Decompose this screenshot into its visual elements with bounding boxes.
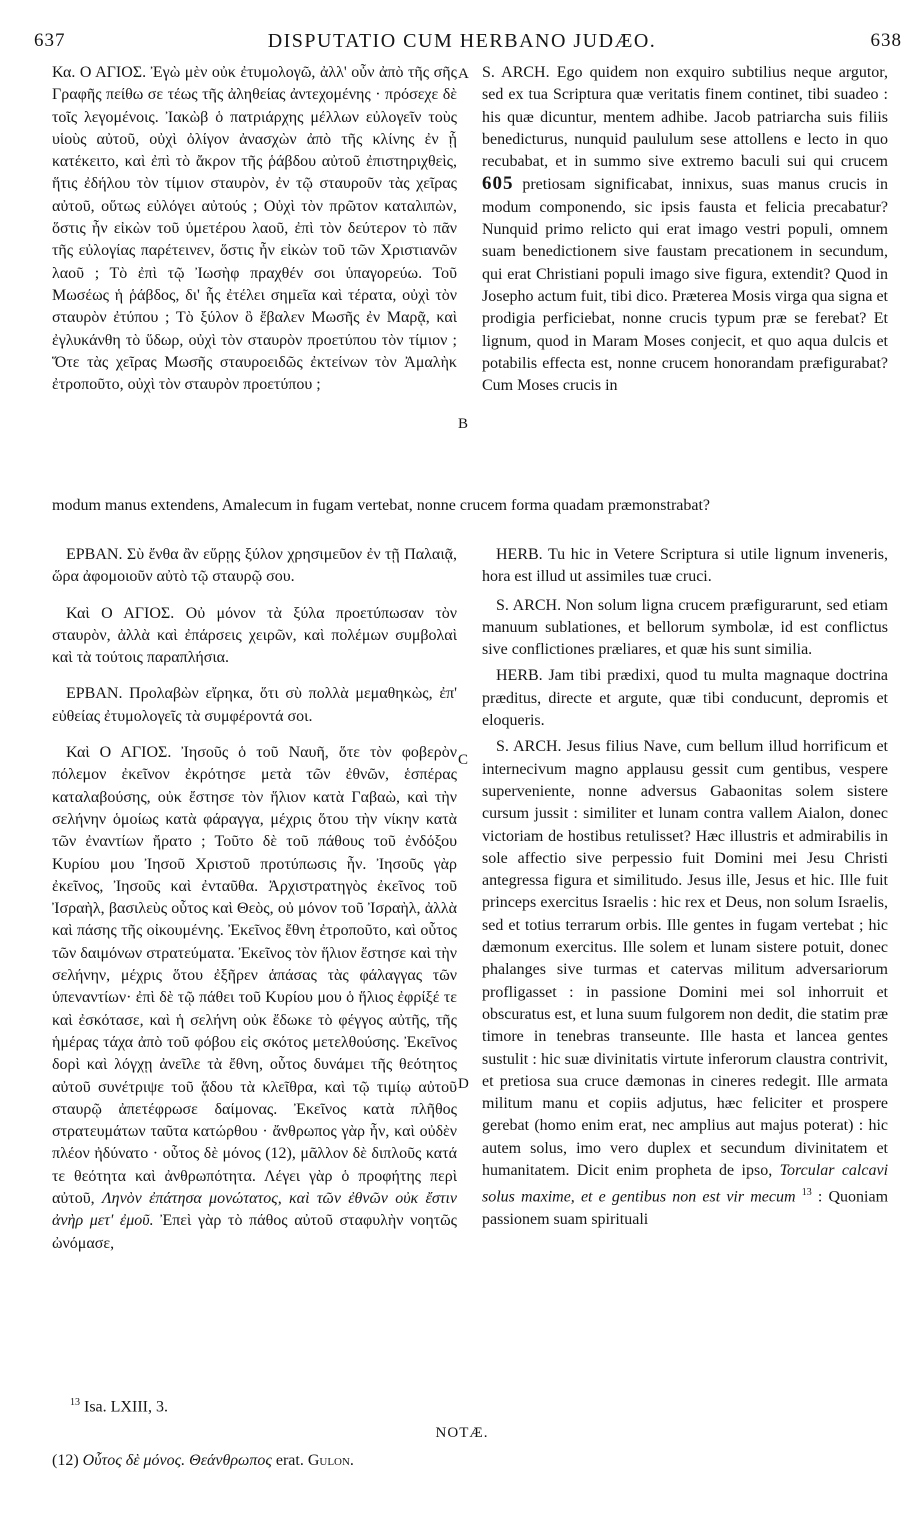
greek-paragraph-1: Κα. Ο ΑΓΙΟΣ. Ἐγὼ μὲν οὐκ ἐτυμολογῶ, ἀλλ' οὖν ἀπὸ τῆς σῆς Γραφῆς πείθω σε τέως τῆς ἀληθείας ἀντεχομένης · πρόσεχε δὲ τοῖς λεγομένοις. Ἰακὼβ ὁ πατριάρχης μέλλων εὐλογεῖν τοὺς υἱοὺς αὐτοῦ, οὐχὶ ὀλίγον ἀνασχὼν ἀπὸ τῆς κλίνης ἐν ᾗ κατέκειτο, καὶ ἐπὶ τὸ ἄκρον τῆς ῥάβδου αὐτοῦ ἐπιστηριχθεὶς, ἥτις ἐδήλου τὸν τίμιον σταυρὸν, ἐν τῷ σταυροῦν τὰς χεῖρας αὐτοῦ, οὕτως εὐλόγει αὐτούς ; Οὐχὶ τὸν πρῶτον καταλιπὼν, ὅστις ἦν εἰκὼν τοῦ ὑμετέρου λαοῦ, ἐπὶ τὸν δεύτερον τὸ πᾶν τῆς εὐλογίας παρέτεινεν, ὅστις ἦν εἰκὼν τοῦ τῶν Χριστιανῶν λαοῦ ; Τὸ ἐπὶ τῷ Ἰωσὴφ πραχθέν σοι ὑπαγορεύω. Τοῦ Μωσέως ἡ ῥάβδος, δι' ἧς ἐτέλει σημεῖα καὶ τέρατα, οὐχὶ τὸν σταυρὸν ἐτύπου ; Τὸ ξύλον ὃ ἔβαλεν Μωσῆς ἐν Μαρᾷ, καὶ ἐγλυκάνθη τὸ ὕδωρ, οὐχὶ τὸν σταυρὸν προετύπου τὸν τίμιον ; Ὅτε τὰς χεῖρας Μωσῆς σταυροειδῶς ἐκτείνων τὸν Ἀμαλὴκ ἐτροποῦτο, οὐχὶ τὸν σταυρὸν προετύπου ; (52, 64, 457, 394)
note-author: Gulon. (307, 1452, 354, 1469)
margin-letter-b: B (458, 416, 469, 432)
latin-paragraph-4: HERB. Jam tibi prædixi, quod tu multa magnaque doctrina præditus, directe et argute, quæ tibi conducunt, depromis et eloqueris. (482, 667, 888, 730)
latin-paragraph-5a: S. ARCH. Jesus filius Nave, cum bellum illud horrificum et internecivum magno applausu gessit cum gentibus, vespere superveniente, nonne adversus Gabaonitas solem sistere cursum jussit : similiter et lunam contra vallem Aialon, donec victoriam de hostibus retulisset? Hæc illustris et admirabilis in sole affectio sive perpessio fuit Domini mei Jesu Christi antegressa figura et similitudo. Jesus ille, Jesus et hic. Ille fuit princeps exercitus Israelis : hic rex et Deus, non solum Israelis, sed et totius terrarum orbis. Ille gentes in fugam vertebat ; hic dæmonum exercitus. Ille solem et lunam sistere potuit, donec phalanges sive turmas et catervas militum adversariorum profligasset : in passione Domini mei sol inhorruit et obscuratus est, et luna suum fulgorem non dedit, die statim præ timore in tenebras transeunte. Ille hasta et lancea gentes sustulit : hic suæ divinitatis virtute inferorum claustra contrivit, et pretiosa sua cruce dæmonas in cineres redegit. Ille armata militum manu et copiis adjutus, hæc feliciter et prospere gerebat (homo enim erat, nec amplius aut majus poterat) : hic autem solus, imo vero duplex et secundum divinitatem et humanitatem. Dicit enim propheta de ipso, (482, 738, 888, 1180)
latin-paragraph-1b: pretiosam significabat, innixus, suas manus crucis in modum componendo, sic ipsis fausta et felicia precabatur? Nunquid primo relicto qui erat imago vestri populi, omnem suam benedictionem sive faustam precationem in secundum, qui erat Christiani populi imago sive figura, extendit? Quod in Josepho actum fuit, tibi dico. Præterea Mosis virga qua signa et prodigia perficiebat, nonne crucis typum præ se ferebat? Et lignum, quod in Maram Moses conjecit, et quo aqua dulcis et potabilis effecta est, nonne crucem honorandam præfigurabat? Cum Moses crucis in (482, 176, 889, 395)
notae-heading: NOTÆ. (435, 1425, 489, 1441)
latin-paragraph-2: HERB. Tu hic in Vetere Scriptura si utile lignum inveneris, hora est illud ut assimiles tuæ cruci. (482, 546, 888, 586)
latin-paragraph-1a: S. ARCH. Ego quidem non exquiro subtilius neque argutor, sed ex tua Scriptura quæ veritatis finem continet, tibi suadeo : his quæ dicuntur, mentem adhibe. Jacob patriarcha suis filiis benedicturus, nunquid paululum sese attollens e lecto in quo recubabat, et in summo sive extremo baculi sui qui crucem (482, 64, 888, 171)
page-number-left: 637 (34, 30, 66, 51)
note-greek: Οὗτος δὲ μόνος. (82, 1452, 186, 1469)
footnote (70, 1397, 168, 1416)
margin-letter-c: C (458, 752, 469, 768)
margin-letter-d: D (458, 1076, 469, 1092)
running-header (22, 30, 902, 56)
greek-paragraph-4: ΕΡΒΑΝ. Προλαβὼν εἴρηκα, ὅτι σὺ πολλὰ μεμαθηκὼς, ἐπ' εὐθείας ἐτυμολογεῖς τὰ συμφέροντά σοι. (52, 685, 457, 725)
greek-paragraph-5a: Καὶ Ο ΑΓΙΟΣ. Ἰησοῦς ὁ τοῦ Ναυῆ, ὅτε τὸν φοβερὸν πόλεμον ἐκεῖνον ἐκρότησε μετὰ τῶν ἐθνῶν, ἑσπέρας καταλαβούσης, οὐκ ἔστησε τὸν ἥλιον κατὰ Γαβαὼ, καὶ τὴν σελήνην ὁμοίως κατὰ φάραγγα, μέχρις ὅτου τὴν νίκην κατὰ τῶν ἐναντίων ἤρατο ; Τοῦτο δὲ τοῦ πάθους τοῦ ἐνδόξου Κυρίου μου Ἰησοῦ Χριστοῦ προτύπωσις ἦν. Ἰησοῦς γὰρ ἐκεῖνος, Ἰησοῦς καὶ ἐνταῦθα. Ἀρχιστρατηγὸς ἐκεῖνος τοῦ Ἰσραὴλ, βασιλεὺς οὗτος καὶ Θεὸς, οὐ μόνον τοῦ Ἰσραὴλ, ἀλλὰ καὶ πάσης τῆς οἰκουμένης. Ἐκεῖνος ἔθνη ἐτροποῦτο, καὶ οὗτος τῶν δαιμόνων στρατεύματα. Ἐκεῖνος τὸν ἥλιον ἔστησε καὶ τὴν σελήνην, μέχρις ὅτου ἐξῆρεν ἁπάσας τὰς φάλαγγας τῶν ὑπεναντίων· ἐπὶ δὲ τῷ πάθει τοῦ Κυρίου μου ὁ ἥλιος ἐφρίξέ τε καὶ ἐσκότασε, καὶ ἡ σελήνη οὐκ ἔδωκε τὸ φέγγος αὐτῆς, τῆς ἡμέρας τάχα ἀπὸ τοῦ φόβου εἰς σκότος μετελθούσης. Ἐκεῖνος δορὶ καὶ λόγχῃ ἀνεῖλε τὰ ἔθνη, οὗτος δυνάμει τῆς θεότητος αὐτοῦ συνέτριψε τοῦ ᾅδου τὰ κλεῖθρα, καὶ τῷ τιμίῳ αὐτοῦ σταυρῷ ἀπετέφρωσε δαίμονας. Ἐκεῖνος κατὰ πλῆθος στρατευμάτων ταῦτα κατώρθου · ἄνθρωπος γὰρ ἦν, καὶ οὐδὲν πλέον ἠδύνατο · οὗτος δὲ μόνος (12), μᾶλλον δὲ διπλοῦς κατά τε θεότητα καὶ ἀνθρωπότητα. Λέγει γὰρ ὁ προφήτης περὶ αὐτοῦ, (52, 744, 457, 1208)
latin-paragraph-3: S. ARCH. Non solum ligna crucem præfigurarunt, sed etiam manuum sublationes, et bellorum symbolæ, id est conflictus sive conflictiones præliares, et quæ his sunt similia. (482, 596, 888, 659)
column-number: 605 (482, 173, 514, 195)
footnote-number: 13 (70, 1397, 80, 1408)
greek-paragraph-3: Καὶ Ο ΑΓΙΟΣ. Οὐ μόνον τὰ ξύλα προετύπωσαν τὸν σταυρὸν, ἀλλὰ καὶ ἐπάρσεις χειρῶν, καὶ πολέμων συμβολαὶ καὶ τὰ τούτοις παραπλήσια. (52, 604, 457, 667)
greek-paragraph-5 (52, 742, 457, 1255)
latin-column-lower (482, 544, 888, 1231)
latin-paragraph-5 (482, 736, 888, 1231)
note-label: (12) (52, 1452, 79, 1469)
latin-column-upper (482, 62, 888, 397)
greek-paragraph-5b: Ἐπεὶ γὰρ τὸ πάθος αὐτοῦ σταφυλὴν νοητῶς ὠνόμασε, (52, 1212, 458, 1252)
greek-column-upper (52, 62, 457, 396)
note-erat: erat. (275, 1452, 304, 1469)
latin-paragraph-5b: : Quoniam passionem suam spirituali (482, 1188, 889, 1228)
greek-column-lower (52, 544, 457, 1255)
footnote-text: Isa. LXIII, 3. (84, 1398, 168, 1416)
latin-paragraph-1 (482, 62, 888, 397)
note-12 (52, 1452, 892, 1470)
latin-scripture-quote: Torcular calcavi solus maxime, et e gentibus non est vir mecum (482, 1162, 889, 1206)
note-term: Θεάνθρωπος (189, 1452, 272, 1469)
spanning-text: modum manus extendens, Amalecum in fugam vertebat, nonne crucem forma quadam præmonstrabat? (52, 497, 711, 514)
page-number-right: 638 (870, 30, 902, 51)
greek-paragraph-2: ΕΡΒΑΝ. Σὺ ἔνθα ἂν εὕρῃς ξύλον χρησιμεῦον ἐν τῇ Παλαιᾷ, ὥρα ἀφομοιοῦν αὐτὸ τῷ σταυρῷ σου. (52, 546, 457, 586)
running-title: DISPUTATIO CUM HERBANO JUDÆO. (267, 30, 657, 52)
margin-letter-a: A (458, 66, 469, 82)
greek-scripture-quote: Ληνὸν ἐπάτησα μονώτατος, καὶ τῶν ἐθνῶν οὐκ ἔστιν ἀνὴρ μετ' ἐμοῦ. (52, 1190, 458, 1230)
footnote-ref: 13 (801, 1187, 812, 1199)
